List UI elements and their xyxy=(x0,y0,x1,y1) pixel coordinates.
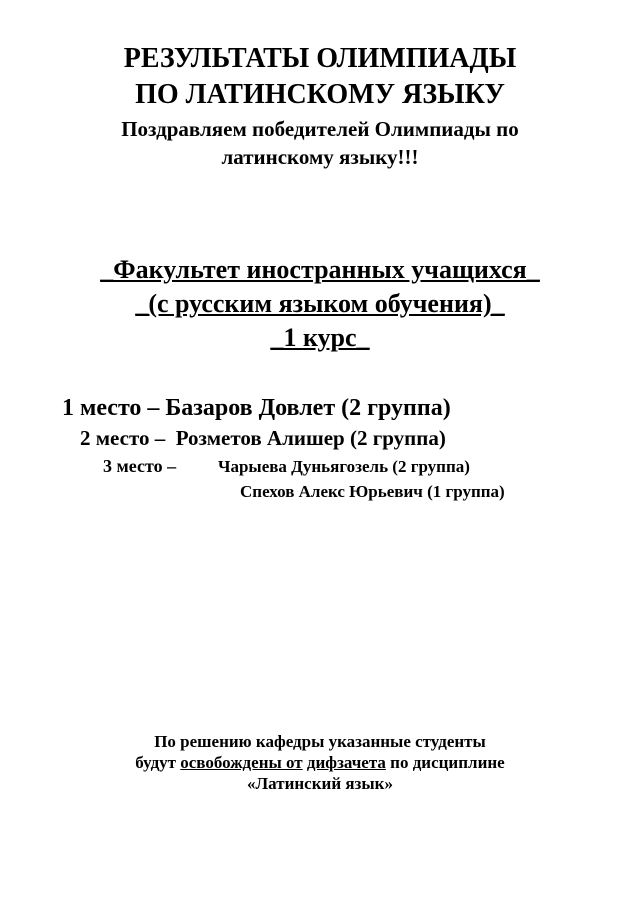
congratulations-line-1: Поздравляем победителей Олимпиады по xyxy=(121,117,519,141)
faculty-language: _(с русским языком обучения)_ xyxy=(135,289,505,318)
second-place-winner: Розметов Алишер (2 группа) xyxy=(175,426,446,450)
third-place-label: 3 место – xyxy=(103,456,177,476)
course-year: _1 курс_ xyxy=(270,323,370,352)
note-before: будут xyxy=(135,753,177,772)
page-title-line-1: РЕЗУЛЬТАТЫ ОЛИМПИАДЫ xyxy=(123,43,517,74)
note-line-2 xyxy=(0,752,640,773)
second-place xyxy=(80,425,446,451)
third-place-winner-2: Спехов Алекс Юрьевич (1 группа) xyxy=(240,482,505,501)
note-discipline: «Латинский язык» xyxy=(247,774,393,793)
first-place xyxy=(62,394,451,422)
second-place-label: 2 место – xyxy=(80,426,166,450)
faculty-name: _Факультет иностранных учащихся_ xyxy=(100,255,540,284)
note-after: по дисциплине xyxy=(390,753,505,772)
note-exempted: освобождены от xyxy=(180,753,303,772)
first-place-winner: Базаров Довлет (2 группа) xyxy=(165,395,451,421)
third-place-winner-1: Чарыева Дуньягозель (2 группа) xyxy=(218,457,470,476)
note-line-1: По решению кафедры указанные студенты xyxy=(154,732,486,751)
page-title-line-2: ПО ЛАТИНСКОМУ ЯЗЫКУ xyxy=(135,79,505,110)
first-place-label: 1 место – xyxy=(62,395,160,421)
note-credit: дифзачета xyxy=(306,753,386,772)
congratulations-line-2: латинскому языку!!! xyxy=(221,145,419,169)
